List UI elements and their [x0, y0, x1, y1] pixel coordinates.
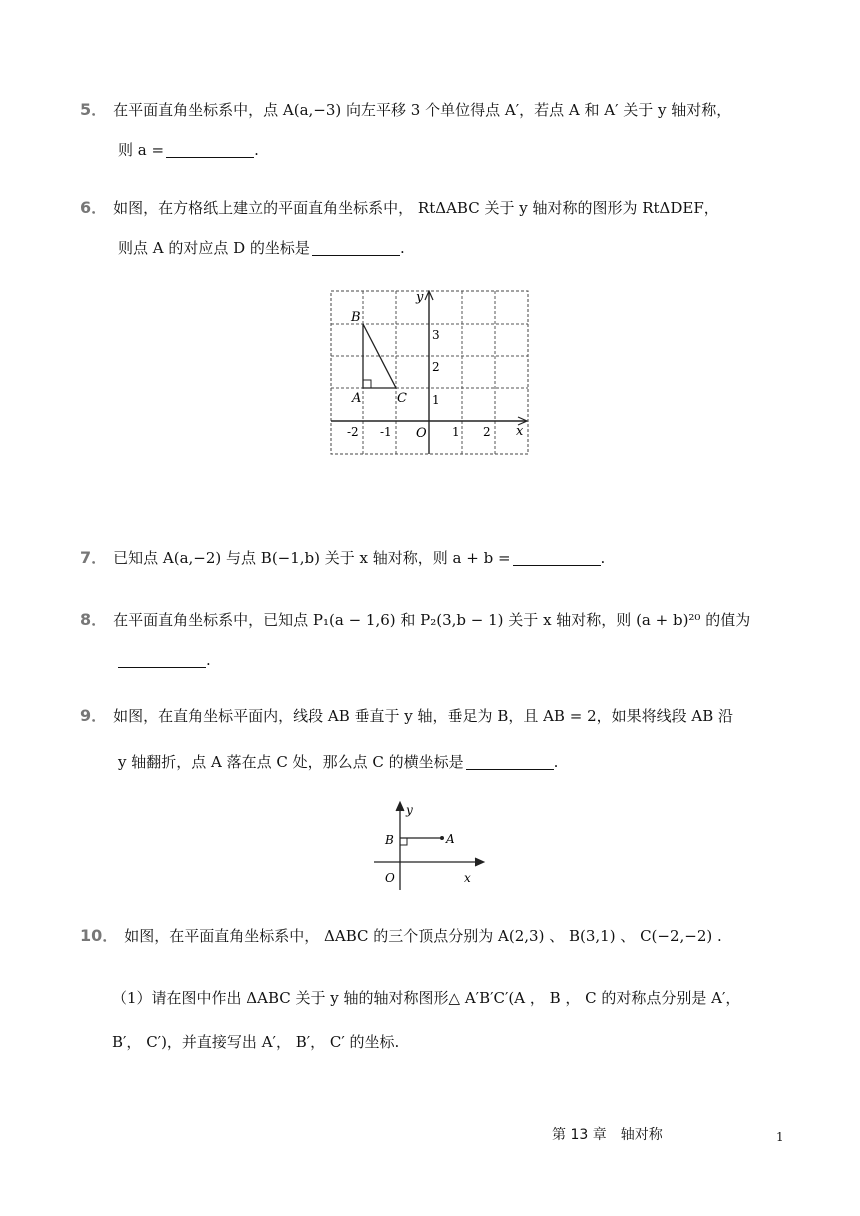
y-tick-label: 2 — [432, 360, 440, 374]
right-angle-mark — [363, 380, 371, 388]
segment-figure-svg — [374, 800, 488, 890]
question-text: B′， C′)，并直接写出 A′， B′， C′ 的坐标. — [112, 1033, 400, 1051]
x-tick-label: 1 — [452, 425, 460, 439]
question-9 — [80, 704, 733, 728]
answer-blank[interactable] — [166, 141, 254, 158]
question-number: 5． — [80, 100, 108, 119]
question-text: 则点 A 的对应点 D 的坐标是 — [118, 239, 310, 257]
question-text: . — [553, 753, 559, 771]
question-9-line-2 — [118, 750, 558, 774]
y-tick-label: 3 — [432, 328, 440, 342]
question-number: 8． — [80, 610, 108, 629]
question-6 — [80, 196, 719, 220]
origin-label: O — [416, 426, 427, 441]
y-axis-label: y — [406, 803, 413, 817]
x-axis-label: x — [516, 424, 524, 439]
question-text: （1）请在图中作出 ΔABC 关于 y 轴的轴对称图形△ A′B′C′(A ， B ， C 的对称点分别是 A′， — [112, 989, 741, 1007]
question-10-sub-1 — [112, 986, 740, 1010]
question-number: 10． — [80, 926, 119, 945]
right-angle-mark — [400, 838, 407, 845]
point-b-label: B — [385, 833, 394, 847]
point-a — [440, 836, 444, 840]
question-10 — [80, 924, 722, 948]
answer-blank[interactable] — [466, 753, 554, 770]
grid-figure-svg — [330, 290, 530, 456]
x-tick-label: 2 — [483, 425, 491, 439]
page-number: 1 — [776, 1130, 784, 1144]
figure-grid-triangle — [330, 290, 530, 460]
question-text: 如图，在直角坐标平面内，线段 AB 垂直于 y 轴，垂足为 B，且 AB = 2，如果将线段 AB 沿 — [113, 707, 733, 725]
figure-segment-ab — [374, 800, 488, 894]
question-text: . — [399, 239, 405, 257]
question-text: . — [206, 651, 211, 669]
point-a-label: A — [352, 391, 362, 406]
question-5-line-2 — [118, 138, 259, 162]
question-text: . — [600, 549, 606, 567]
point-a-label: A — [446, 832, 455, 846]
question-number: 9． — [80, 706, 108, 725]
question-8 — [80, 608, 750, 632]
chapter-title: 第 13 章 轴对称 — [552, 1127, 663, 1143]
point-c-label: C — [397, 391, 407, 406]
x-axis-label: x — [464, 871, 471, 885]
question-text: 如图，在方格纸上建立的平面直角坐标系中， RtΔABC 关于 y 轴对称的图形为 RtΔDEF， — [113, 199, 719, 217]
question-6-line-2 — [118, 236, 405, 260]
answer-blank[interactable] — [513, 549, 601, 566]
x-tick-label: -1 — [380, 425, 392, 439]
question-text: 在平面直角坐标系中，点 A(a,−3) 向左平移 3 个单位得点 A′，若点 A 和 A′ 关于 y 轴对称， — [113, 101, 732, 119]
answer-blank[interactable] — [118, 651, 206, 668]
question-text: 在平面直角坐标系中，已知点 P₁(a − 1,6) 和 P₂(3,b − 1) 关于 x 轴对称，则 (a + b)²⁰ 的值为 — [113, 611, 751, 629]
question-5 — [80, 98, 731, 122]
question-text: 则 a = — [118, 141, 165, 159]
point-b-label: B — [351, 310, 361, 325]
question-10-sub-1-line-2 — [112, 1030, 399, 1054]
answer-blank[interactable] — [312, 239, 400, 256]
y-axis-label: y — [416, 290, 424, 305]
x-axis-arrow — [475, 858, 484, 866]
question-text: 已知点 A(a,−2) 与点 B(−1,b) 关于 x 轴对称，则 a + b = — [113, 549, 511, 567]
question-text: 如图，在平面直角坐标系中， ΔABC 的三个顶点分别为 A(2,3) 、 B(3,1) 、 C(−2,−2) . — [124, 927, 722, 945]
x-tick-label: -2 — [347, 425, 359, 439]
question-number: 6． — [80, 198, 108, 217]
y-tick-label: 1 — [432, 393, 440, 407]
question-7 — [80, 546, 605, 570]
question-8-line-2 — [118, 648, 211, 672]
origin-label: O — [385, 871, 395, 885]
question-text: . — [254, 141, 259, 159]
question-number: 7． — [80, 548, 108, 567]
question-text: y 轴翻折，点 A 落在点 C 处，那么点 C 的横坐标是 — [118, 753, 464, 771]
y-axis-arrow — [396, 802, 404, 811]
